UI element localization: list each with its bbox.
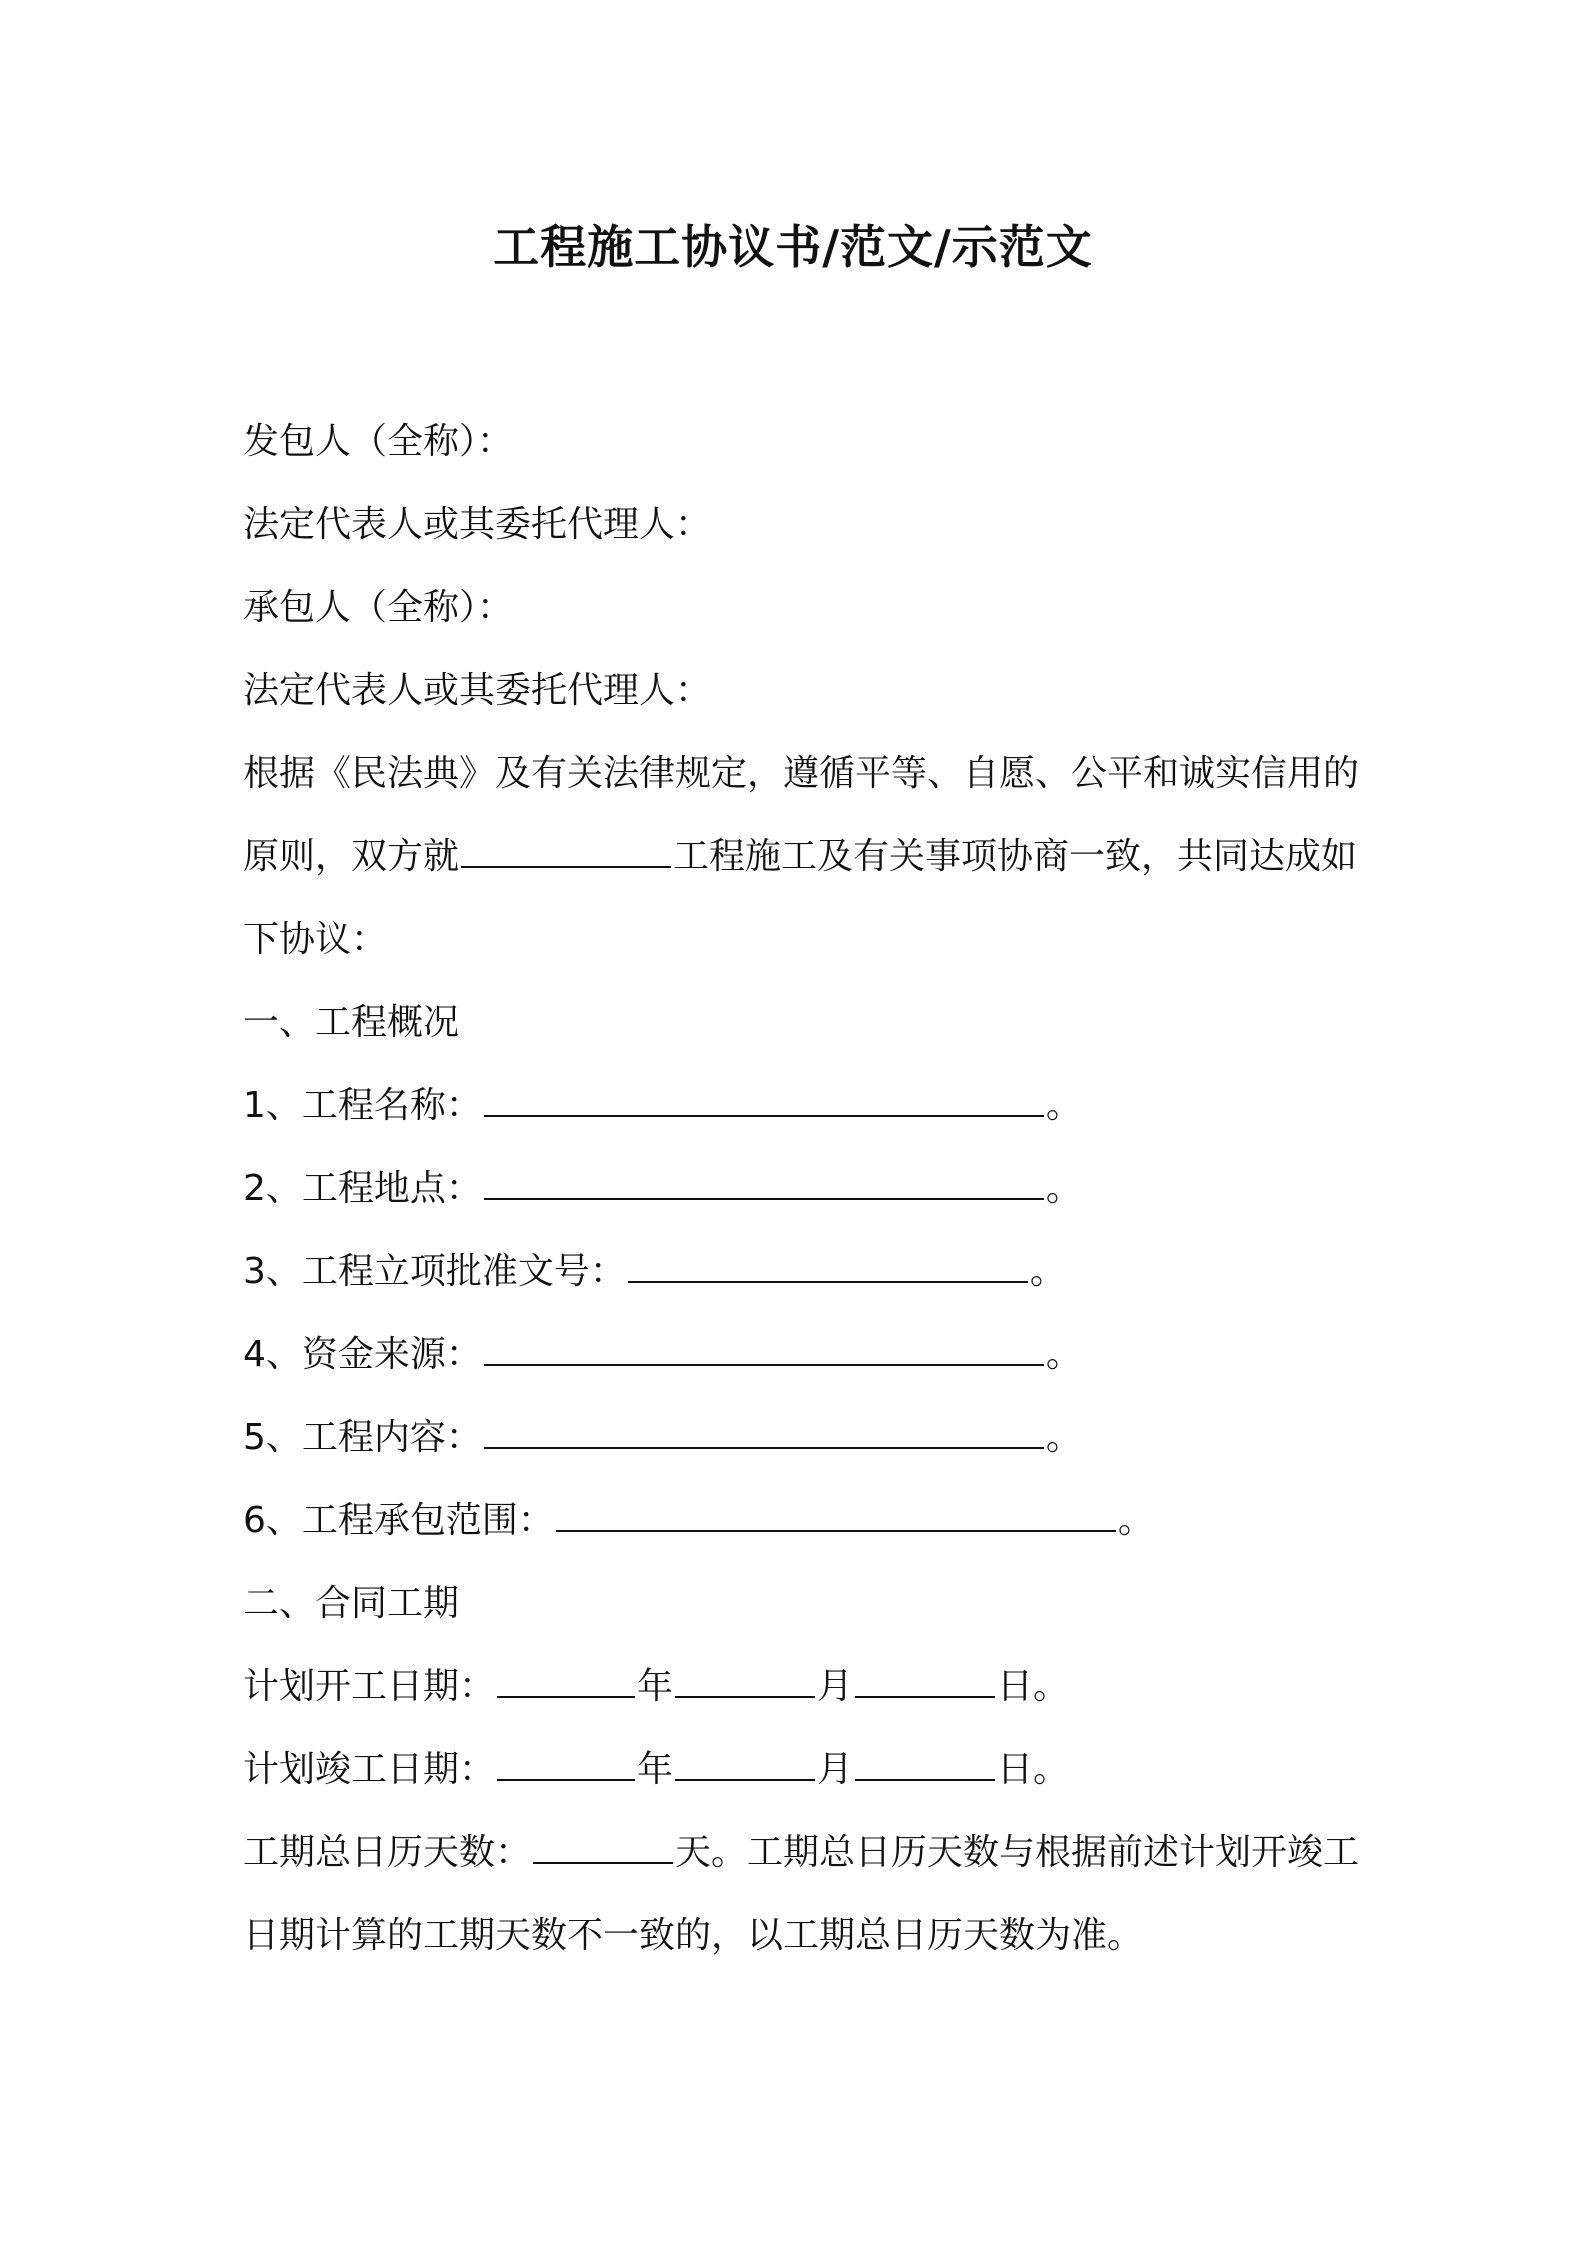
preamble-paragraph <box>243 732 1363 981</box>
fill-blank[interactable] <box>628 1253 1028 1283</box>
planned-start-date <box>243 1645 1363 1728</box>
fill-blank[interactable] <box>484 1336 1044 1366</box>
duration-blank[interactable] <box>533 1834 673 1864</box>
period: 。 <box>1045 1168 1082 1209</box>
day-blank[interactable] <box>855 1668 995 1698</box>
section2-heading: 二、合同工期 <box>243 1583 460 1624</box>
item-label: 4、资金来源： <box>243 1334 482 1375</box>
period: 。 <box>1117 1500 1154 1541</box>
period: 。 <box>1045 1417 1082 1458</box>
year-label: 年 <box>637 1749 674 1790</box>
contractor-label: 承包人（全称）： <box>243 587 514 628</box>
fill-blank[interactable] <box>484 1087 1044 1117</box>
day-blank[interactable] <box>855 1751 995 1781</box>
fill-blank[interactable] <box>484 1419 1044 1449</box>
employer-line <box>243 400 1363 483</box>
duration-label: 工期总日历天数： <box>243 1832 532 1873</box>
contractor-line <box>243 566 1363 649</box>
item-contract-scope <box>243 1479 1363 1562</box>
year-blank[interactable] <box>497 1668 635 1698</box>
document-title: 工程施工协议书/范文/示范文 <box>493 220 1093 274</box>
planned-end-date <box>243 1728 1363 1811</box>
month-blank[interactable] <box>675 1751 815 1781</box>
start-label: 计划开工日期： <box>243 1666 496 1707</box>
period: 。 <box>1029 1251 1066 1292</box>
item-project-content <box>243 1396 1363 1479</box>
month-label: 月 <box>817 1749 854 1790</box>
duration-paragraph <box>243 1811 1363 1977</box>
preamble-part2: 工程施工及有关事项协商一致，共同达成如下协议： <box>243 836 1358 960</box>
day-label: 日。 <box>997 1666 1070 1707</box>
item-project-name <box>243 1064 1363 1147</box>
period: 。 <box>1045 1334 1082 1375</box>
duration-note: 天。工期总日历天数与根据前述计划开竣工日期计算的工期天数不一致的，以工期总日历天数为准。 <box>243 1832 1360 1956</box>
contractor-rep-line <box>243 649 1363 732</box>
item-label: 2、工程地点： <box>243 1168 482 1209</box>
day-label: 日。 <box>997 1749 1070 1790</box>
period: 。 <box>1045 1085 1082 1126</box>
item-approval-number <box>243 1230 1363 1313</box>
month-label: 月 <box>817 1666 854 1707</box>
employer-rep-label: 法定代表人或其委托代理人： <box>243 504 712 545</box>
item-funding-source <box>243 1313 1363 1396</box>
section1-heading: 一、工程概况 <box>243 1002 460 1043</box>
year-blank[interactable] <box>497 1751 635 1781</box>
item-project-location <box>243 1147 1363 1230</box>
employer-rep-line <box>243 483 1363 566</box>
end-label: 计划竣工日期： <box>243 1749 496 1790</box>
preamble-part1: 根据《民法典》及有关法律规定，遵循平等、自愿、公平和诚实信用的原则，双方就 <box>243 753 1360 877</box>
fill-blank[interactable] <box>556 1502 1116 1532</box>
document-body <box>243 400 1363 1977</box>
item-label: 3、工程立项批准文号： <box>243 1251 626 1292</box>
item-label: 6、工程承包范围： <box>243 1500 554 1541</box>
year-label: 年 <box>637 1666 674 1707</box>
fill-blank[interactable] <box>484 1170 1044 1200</box>
project-name-blank[interactable] <box>461 838 671 868</box>
item-label: 5、工程内容： <box>243 1417 482 1458</box>
month-blank[interactable] <box>675 1668 815 1698</box>
contractor-rep-label: 法定代表人或其委托代理人： <box>243 670 712 711</box>
item-label: 1、工程名称： <box>243 1085 482 1126</box>
employer-label: 发包人（全称）： <box>243 421 514 462</box>
